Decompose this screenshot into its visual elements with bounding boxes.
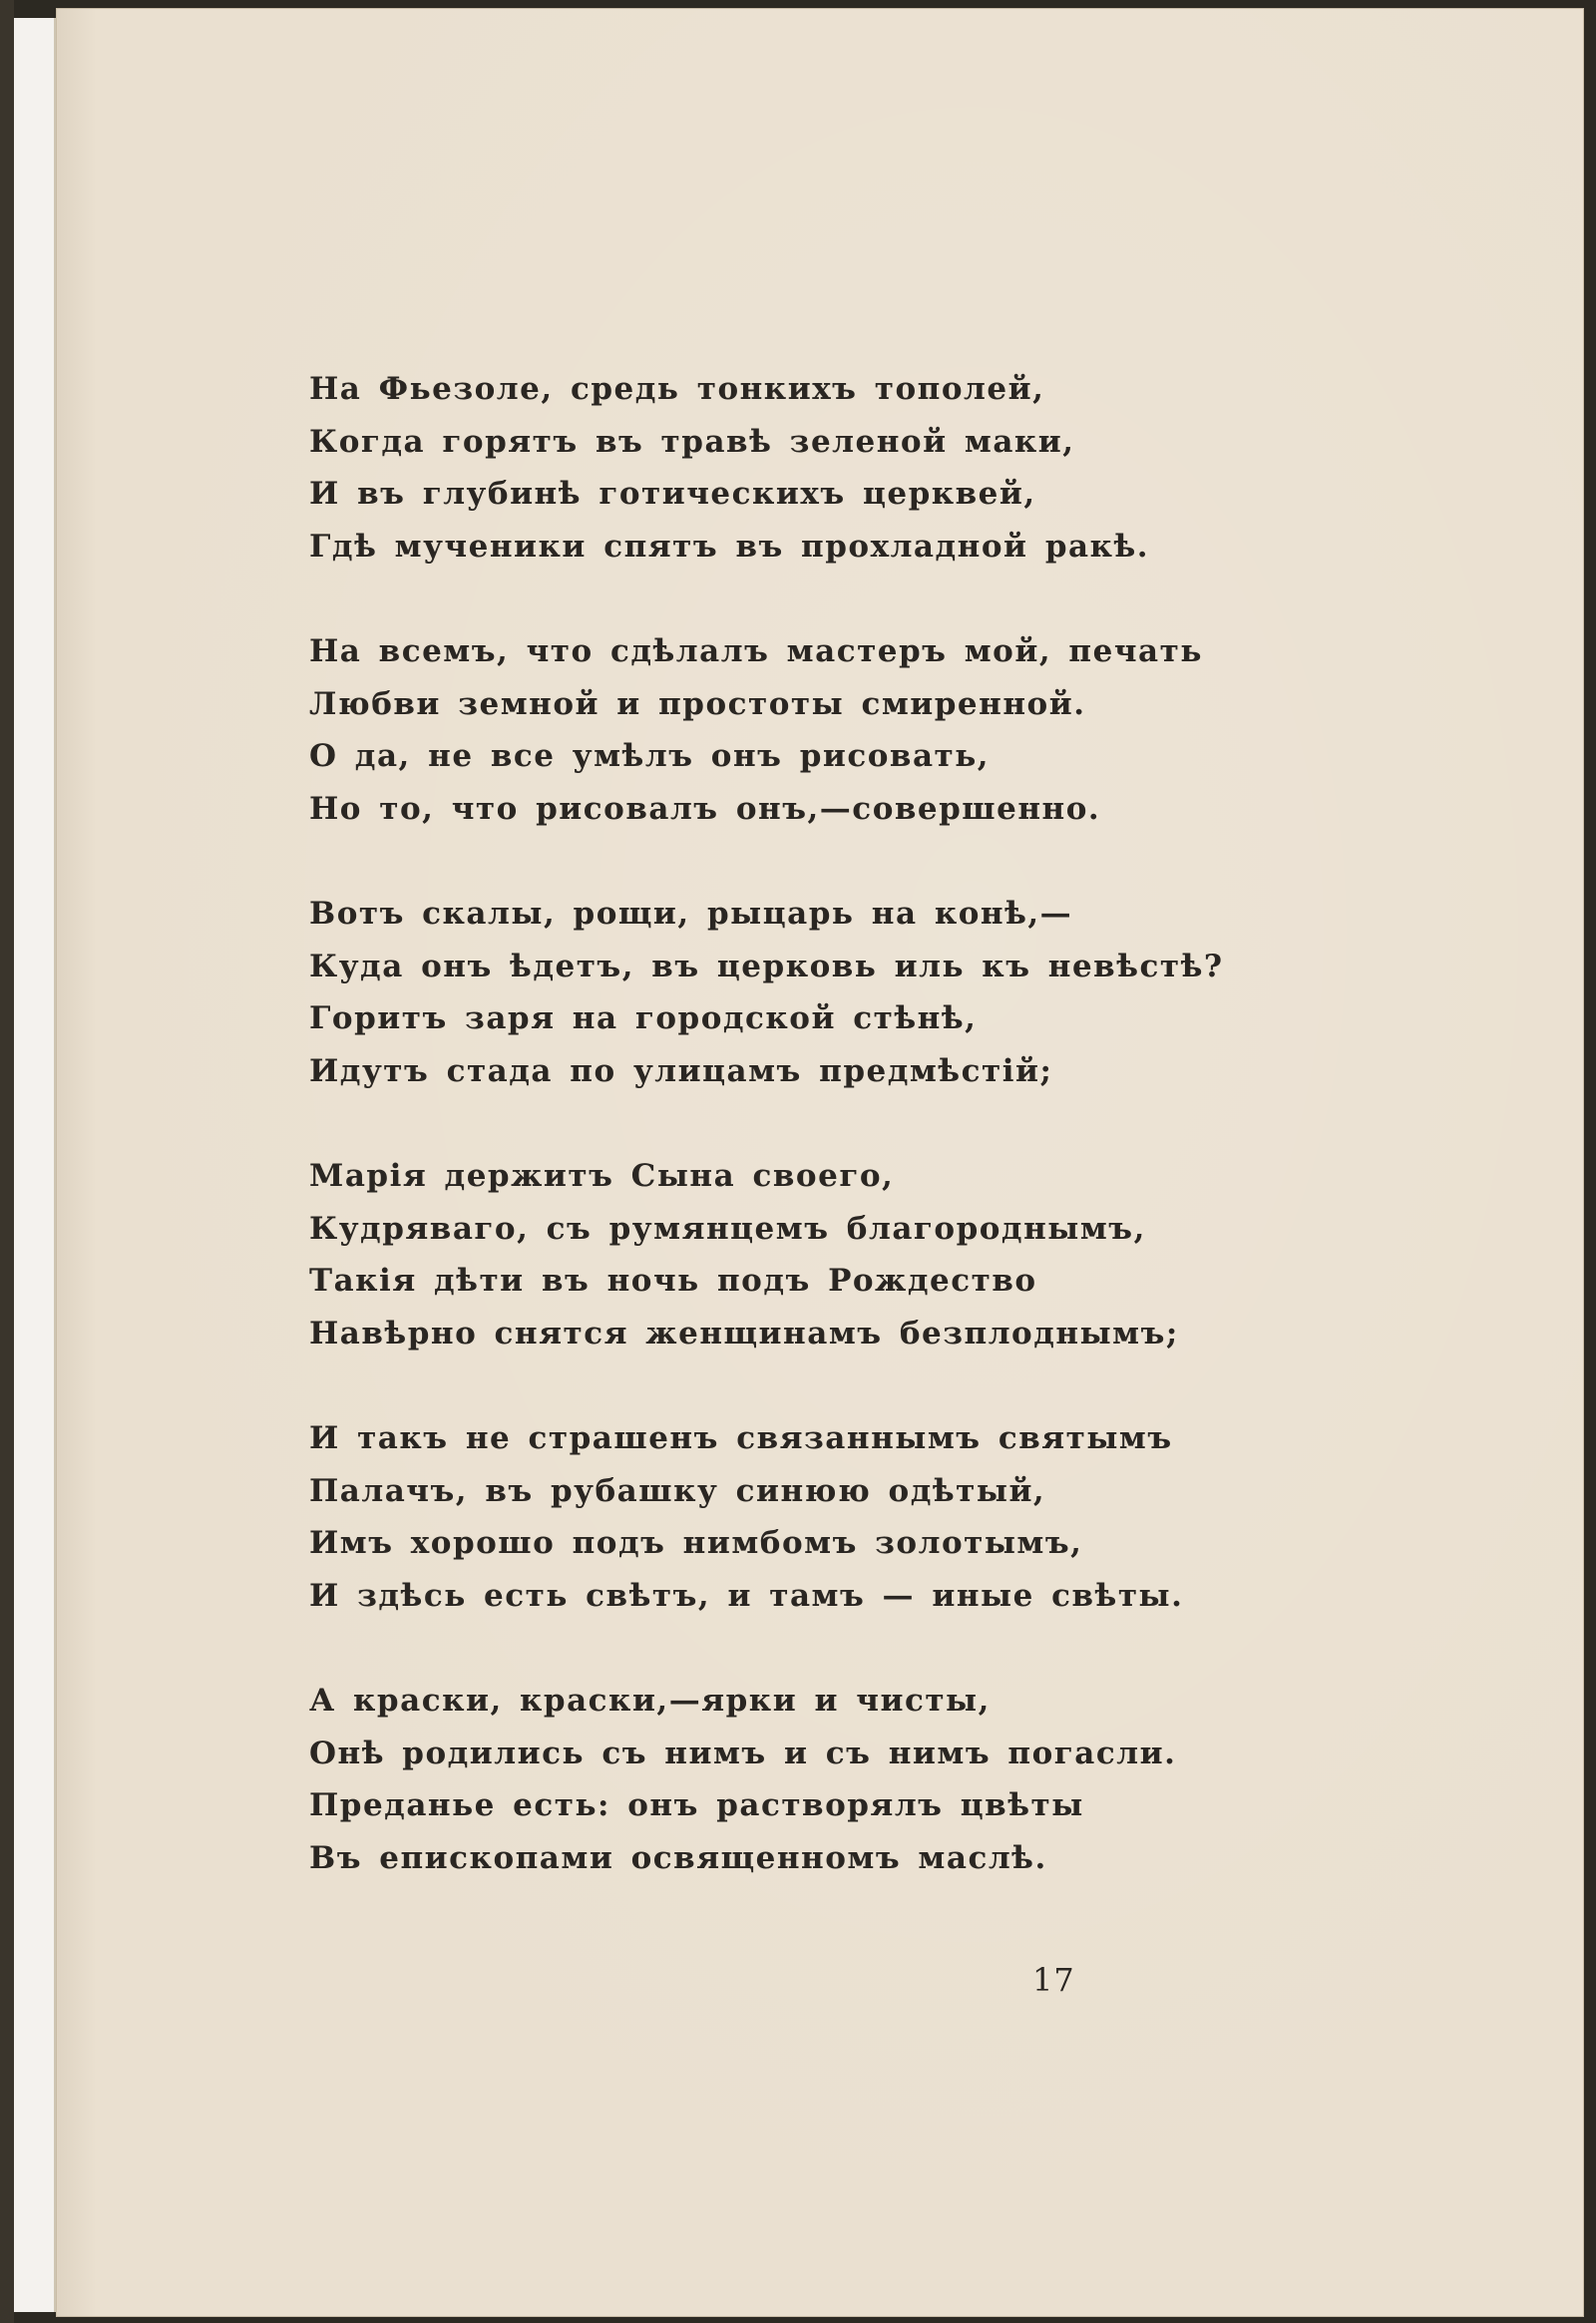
poem-line: И здѣсь есть свѣтъ, и тамъ — иные свѣты. (309, 1577, 1184, 1614)
poem-line: А краски, краски,—ярки и чисты, (309, 1683, 991, 1719)
poem-line: Въ епископами освященномъ маслѣ. (309, 1839, 1047, 1876)
poem-line: На Фьезоле, средь тонкихъ тополей, (309, 371, 1045, 407)
poem-line: Онѣ родились съ нимъ и съ нимъ погасли. (309, 1735, 1177, 1771)
poem-line: Но то, что рисовалъ онъ,—совершенно. (309, 790, 1101, 827)
poem-line: Навѣрно снятся женщинамъ безплоднымъ; (309, 1315, 1179, 1352)
page-number: 17 (1032, 1961, 1075, 1999)
stanza (309, 625, 1456, 835)
poem-line: Гдѣ мученики спятъ въ прохладной ракѣ. (309, 528, 1150, 565)
page-edge-strip (14, 18, 56, 2312)
poem-line: Когда горятъ въ травѣ зеленой маки, (309, 423, 1075, 460)
stanza (309, 888, 1456, 1097)
poem-line: Любви земной и простоты смиренной. (309, 685, 1086, 722)
stanza (309, 1412, 1456, 1622)
poem-line: Имъ хорошо подъ нимбомъ золотымъ, (309, 1525, 1083, 1561)
poem-line: На всемъ, что сдѣлалъ мастеръ мой, печать (309, 633, 1203, 669)
poem-line: О да, не все умѣлъ онъ рисовать, (309, 738, 991, 774)
poem-line: И такъ не страшенъ связаннымъ святымъ (309, 1420, 1173, 1456)
stanza (309, 1150, 1456, 1359)
poem-line: Такія дѣти въ ночь подъ Рождество (309, 1263, 1037, 1299)
poem-line: Куда онъ ѣдетъ, въ церковь иль къ невѣстѣ? (309, 948, 1224, 984)
stanza (309, 1675, 1456, 1884)
poem-line: Палачъ, въ рубашку синюю одѣтый, (309, 1472, 1046, 1509)
poem-line: Кудряваго, съ румянцемъ благороднымъ, (309, 1210, 1146, 1247)
poem (309, 363, 1456, 1937)
poem-line: И въ глубинѣ готическихъ церквей, (309, 476, 1036, 512)
poem-line: Идутъ стада по улицамъ предмѣстій; (309, 1052, 1053, 1089)
poem-line: Преданье есть: онъ растворялъ цвѣты (309, 1787, 1084, 1823)
poem-line: Вотъ скалы, рощи, рыцарь на конѣ,— (309, 896, 1073, 932)
book-binding (0, 0, 14, 2323)
poem-line: Марія держитъ Сына своего, (309, 1158, 895, 1194)
stanza (309, 363, 1456, 573)
poem-line: Горитъ заря на городской стѣнѣ, (309, 1000, 978, 1036)
